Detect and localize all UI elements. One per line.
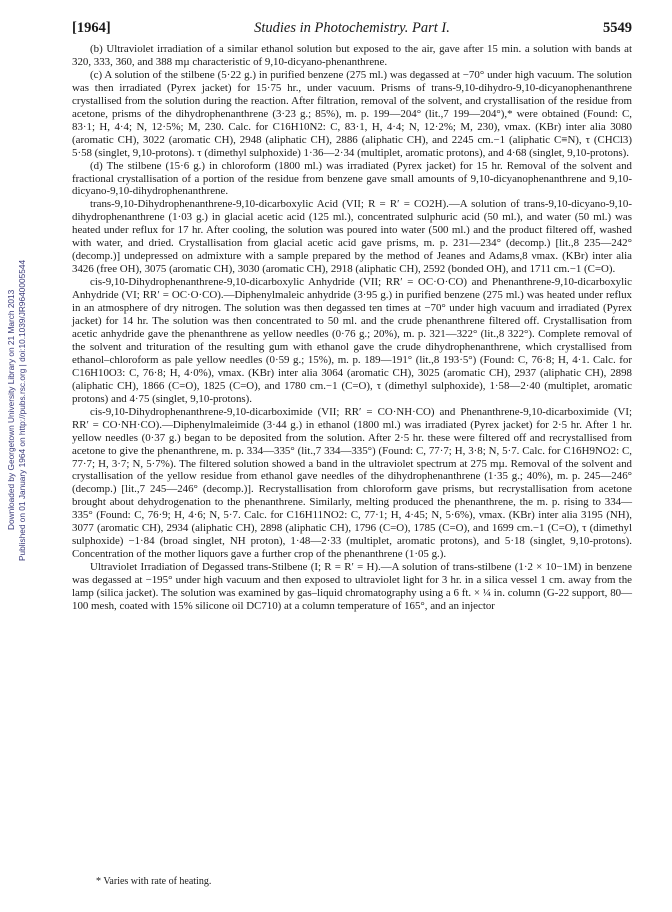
paragraph-dicarboximide: cis-9,10-Dihydrophenanthrene-9,10-dicarboximide (VII; RR′ = CO·NH·CO) and Phenanthrene-9,10-dicarboximide (VI; RR′ = CO·NH·CO).—Diphenylmaleimide (3·44 g.) in ethanol (1800 ml.) was irradiated (Pyrex jacket) for 2·5 hr. After 1 hr. yellow needles (0·37 g.) began to be deposited from the solution. After 2·5 hr. these were filtered off and recrystallised from acetone to give the phenanthrene, m. p. 334—335° (lit.,7 334—335°) (Found: C, 77·7; H, 3·8; N, 5·7. Calc. for C16H9NO2: C, 77·7; H, 3·7; N, 5·7%). The filtered solution showed a band in the ultraviolet spectrum at 275 mµ. Removal of the solvent and crystallisation of the yellow residue from ethanol gave needles of the dihydrophenanthrene (1·35 g.; 40%), m. p. 245—246° (decomp.) [lit.,7 245—246° (decomp.)]. Recrystallisation from chloroform gave prisms, but recrystallisation from acetone brought about dehydrogenation to the phenanthrene. Similarly, melting produced the phenanthrene, the m. p. rising to 334—335° (Found: C, 76·9; H, 4·6; N, 5·7. Calc. for C16H11NO2: C, 77·1; H, 4·45; N, 5·6%), νmax. (KBr) inter alia 3195 (NH), 3077 (aromatic CH), 2934 (aliphatic CH), 2898 (aliphatic CH), 1796 (C=O), 1785 (C=O), and 1699 cm.−1 (C=O), τ (dimethyl sulphoxide) −1·84 (broad singlet, NH proton), 1·48—2·33 (multiplet, aromatic protons), and 5·18 (singlet, 9,10-protons). Concentration of the mother liquors gave a further crop of the phenanthrene (1·05 g.). [72, 405, 632, 561]
page-header [72, 16, 632, 42]
download-note: Downloaded by Georgetown University Library on 21 March 2013 [6, 289, 16, 531]
paragraph-c: (c) A solution of the stilbene (5·22 g.) in purified benzene (275 ml.) was degassed at −70° under high vacuum. The solution was then irradiated (Pyrex jacket) for 15·75 hr., under vacuum. Prisms of trans-9,10-dihydro-9,10-dicyanophenanthrene crystallised from the solution during the reaction. After filtration, removal of the solvent, and crystallisation of the residue from acetone, prisms of the dihydrophenanthrene (3·23 g.; 85%), m. p. 199—204° (lit.,7 199—204°),* were obtained (Found: C, 83·1; H, 4·4; N, 12·5%; M, 230. Calc. for C16H10N2: C, 83·1, H, 4·4; N, 12·2%; M, 230), νmax. (KBr) inter alia 3080 (aromatic CH), 3022 (aromatic CH), 2948 (aliphatic CH), 2886 (aliphatic CH), and 2245 cm.−1 (aliphatic C≡N), τ (CHCl3) 5·58 (singlet, 9,10-protons). τ (dimethyl sulphoxide) 1·36—2·34 (multiplet, aromatic protons), and 4·68 (singlet, 9,10-protons). [72, 68, 632, 159]
header-year: [1964] [72, 20, 111, 36]
paragraph-d: (d) The stilbene (15·6 g.) in chloroform (1800 ml.) was irradiated (Pyrex jacket) for 15 hr. Removal of the solvent and fractional crystallisation of a portion of the residue from benzene gave small amounts of 9,10-dicyanophenanthrene and 9,10-dicyano-9,10-dihydrophenanthrene. [72, 159, 632, 198]
paragraph-dicarboxylic-acid: trans-9,10-Dihydrophenanthrene-9,10-dicarboxylic Acid (VII; R = R′ = CO2H).—A solution of trans-9,10-dicyano-9,10-dihydrophenanthrene (1·03 g.) in glacial acetic acid (125 ml.), concentrated sulphuric acid (50 ml.), and water (50 ml.) was heated under reflux for 17 hr. After cooling, the solution was poured into water (500 ml.) and the product filtered off, washed with water, and dried. Crystallisation from glacial acetic acid gave prisms, m. p. 231—234° (decomp.) [lit.,8 235—242° (decomp.)] undepressed on admixture with a sample prepared by the method of Jeanes and Adams,8 νmax. (KBr) inter alia 3426 (free OH), 3075 (aromatic CH), 3030 (aromatic CH), 2918 (aliphatic CH), 2592 (bonded OH), and 1711 cm.−1 (C=O). [72, 198, 632, 276]
side-watermark [4, 150, 28, 670]
header-page-number: 5549 [603, 20, 632, 36]
paragraph-anhydride: cis-9,10-Dihydrophenanthrene-9,10-dicarboxylic Anhydride (VII; RR′ = OC·O·CO) and Phenanthrene-9,10-dicarboxylic Anhydride (VI; RR′ = OC·O·CO).—Diphenylmaleic anhydride (3·95 g.) in purified benzene (275 ml.) was heated under reflux in an atmosphere of dry nitrogen. The solution was then degassed ten times at −70° under high vacuum and irradiated (Pyrex jacket) for 14 hr. The solution was then concentrated to 50 ml. and the crude phenanthrene filtered off. Crystallisation from acetic anhydride gave the phenanthrene as yellow needles (0·76 g.; 20%), m. p. 321—322° (lit.,8 322°). Complete removal of the solvent and trituration of the resulting gum with ethanol gave the crude dihydrophenanthrene, which crystallised from ethanol–chloroform as pale yellow needles (0·59 g.; 15%), m. p. 189—191° (lit.,8 193·5°) (Found: C, 76·8; H, 4·1. Calc. for C16H10O3: C, 76·8; H, 4·0%), νmax. (KBr) inter alia 3064 (aromatic CH), 3025 (aromatic CH), 2937 (aliphatic CH), 2898 (aliphatic CH), 1866 (C=O), 1825 (C=O), and 1780 cm.−1 (C=O), τ (dimethyl sulphoxide), 1·58—2·40 (multiplet, aromatic protons) and 4·75 (singlet, 9,10-protons). [72, 276, 632, 405]
paragraph-degassed-stilbene: Ultraviolet Irradiation of Degassed trans-Stilbene (I; R = R′ = H).—A solution of trans-stilbene (1·2 × 10−1M) in benzene was degassed at −195° under high vacuum and then exposed to ultraviolet light for 3 hr. in a silica vessel 1 cm. away from the lamp (silica jacket). The solution was examined by gas–liquid chromatography using a 6 ft. × ¼ in. column (G-22 support, 80—100 mesh, coated with 15% silicone oil DC710) at a column temperature of 165°, and an injector [72, 561, 632, 612]
paragraph-b: (b) Ultraviolet irradiation of a similar ethanol solution but exposed to the air, gave after 15 min. a solution with bands at 320, 333, 360, and 388 mµ characteristic of 9,10-dicyano-phenanthrene. [72, 43, 632, 68]
footnote: * Varies with rate of heating. [96, 876, 212, 887]
article-body [72, 43, 632, 613]
publication-note: Published on 01 January 1964 on http://pubs.rsc.org | doi:10.1039/JR9640005544 [17, 259, 27, 561]
header-title: Studies in Photochemistry. Part I. [254, 20, 450, 36]
